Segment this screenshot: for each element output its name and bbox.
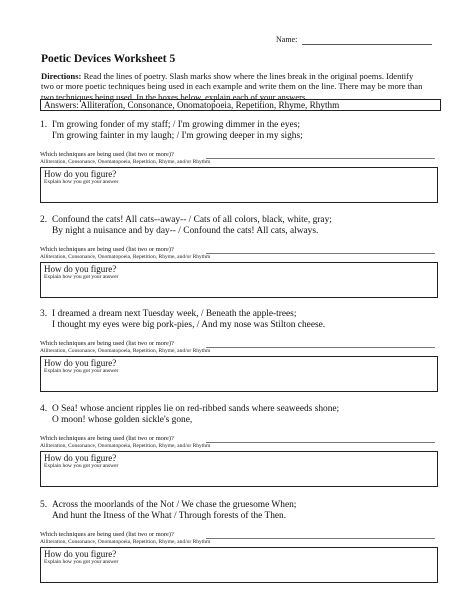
directions-line-1: [41, 71, 437, 81]
techniques-answer-line[interactable]: [206, 538, 435, 539]
question-number: 3.: [40, 309, 48, 319]
which-techniques-label: Which techniques are being used (list two or more)?: [40, 531, 174, 538]
explanation-box[interactable]: [40, 167, 438, 203]
explanation-hint: Explain how you got your answer: [44, 179, 119, 185]
explanation-hint: Explain how you got your answer: [44, 274, 119, 280]
name-label: Name:: [276, 35, 298, 44]
explanation-box[interactable]: [40, 262, 438, 298]
technique-options: Alliteration, Consonance, Onomatopoeia, Repetition, Rhyme, and/or Rhythm: [40, 159, 211, 165]
which-techniques-label: Which techniques are being used (list two or more)?: [40, 435, 174, 442]
techniques-answer-line[interactable]: [206, 253, 435, 254]
which-techniques-label: Which techniques are being used (list two or more)?: [40, 246, 174, 253]
technique-options: Alliteration, Consonance, Onomatopoeia, Repetition, Rhyme, and/or Rhythm: [40, 254, 211, 260]
poem-line-2: O moon! whose golden sickle's gone,: [52, 415, 193, 425]
directions-line-2: two or more poetic techniques being used in each example and write them on the line. There may be more than: [41, 81, 423, 92]
explanation-title: How do you figure?: [44, 358, 117, 368]
question-number: 1.: [40, 120, 48, 130]
directions-line-3: two techniques being used. In the boxes below, explain each of your answers.: [41, 91, 308, 102]
page-title: Poetic Devices Worksheet 5: [41, 53, 176, 65]
poem-line-2: By night a nuisance and by day-- / Confound the cats! All cats, always.: [52, 226, 319, 236]
directions-label: Directions:: [41, 71, 82, 81]
directions-text-1: Read the lines of poetry. Slash marks show where the lines break in the original poems. Identify: [83, 71, 414, 81]
which-techniques-label: Which techniques are being used (list two or more)?: [40, 151, 174, 158]
question-number: 4.: [40, 404, 48, 414]
poem-line-1: I'm growing fonder of my staff; / I'm growing dimmer in the eyes;: [52, 120, 300, 130]
explanation-hint: Explain how you got your answer: [44, 368, 119, 374]
explanation-title: How do you figure?: [44, 453, 117, 463]
question-number: 2.: [40, 215, 48, 225]
technique-options: Alliteration, Consonance, Onomatopoeia, Repetition, Rhyme, and/or Rhythm: [40, 443, 211, 449]
technique-options: Alliteration, Consonance, Onomatopoeia, Repetition, Rhyme, and/or Rhythm: [40, 539, 211, 545]
poem-line-2: I'm growing fainter in my laugh; / I'm growing deeper in my sighs;: [52, 131, 303, 141]
poem-line-2: And hunt the Itness of the What / Through forests of the Then.: [52, 511, 287, 521]
explanation-box[interactable]: [40, 547, 438, 583]
explanation-title: How do you figure?: [44, 549, 117, 559]
explanation-box[interactable]: [40, 451, 438, 487]
explanation-box[interactable]: [40, 356, 438, 392]
explanation-title: How do you figure?: [44, 169, 117, 179]
poem-line-1: I dreamed a dream next Tuesday week, / Beneath the apple-trees;: [52, 309, 297, 319]
which-techniques-label: Which techniques are being used (list two or more)?: [40, 340, 174, 347]
poem-line-2: I thought my eyes were big pork-pies, / And my nose was Stilton cheese.: [52, 320, 326, 330]
explanation-hint: Explain how you got your answer: [44, 559, 119, 565]
name-field[interactable]: [302, 44, 432, 45]
poem-line-1: Confound the cats! All cats--away-- / Cats of all colors, black, white, gray;: [52, 215, 332, 225]
question-number: 5.: [40, 500, 48, 510]
explanation-title: How do you figure?: [44, 264, 117, 274]
explanation-hint: Explain how you got your answer: [44, 463, 119, 469]
directions: [41, 71, 437, 102]
techniques-answer-line[interactable]: [206, 158, 435, 159]
techniques-answer-line[interactable]: [206, 442, 435, 443]
technique-options: Alliteration, Consonance, Onomatopoeia, Repetition, Rhyme, and/or Rhythm: [40, 348, 211, 354]
poem-line-1: Across the moorlands of the Not / We chase the gruesome When;: [52, 500, 297, 510]
techniques-answer-line[interactable]: [206, 347, 435, 348]
poem-line-1: O Sea! whose ancient ripples lie on red-ribbed sands where seaweeds shone;: [52, 404, 340, 414]
answers-box: Answers: Alliteration, Consonance, Onomatopoeia, Repetition, Rhyme, Rhythm: [40, 99, 441, 111]
